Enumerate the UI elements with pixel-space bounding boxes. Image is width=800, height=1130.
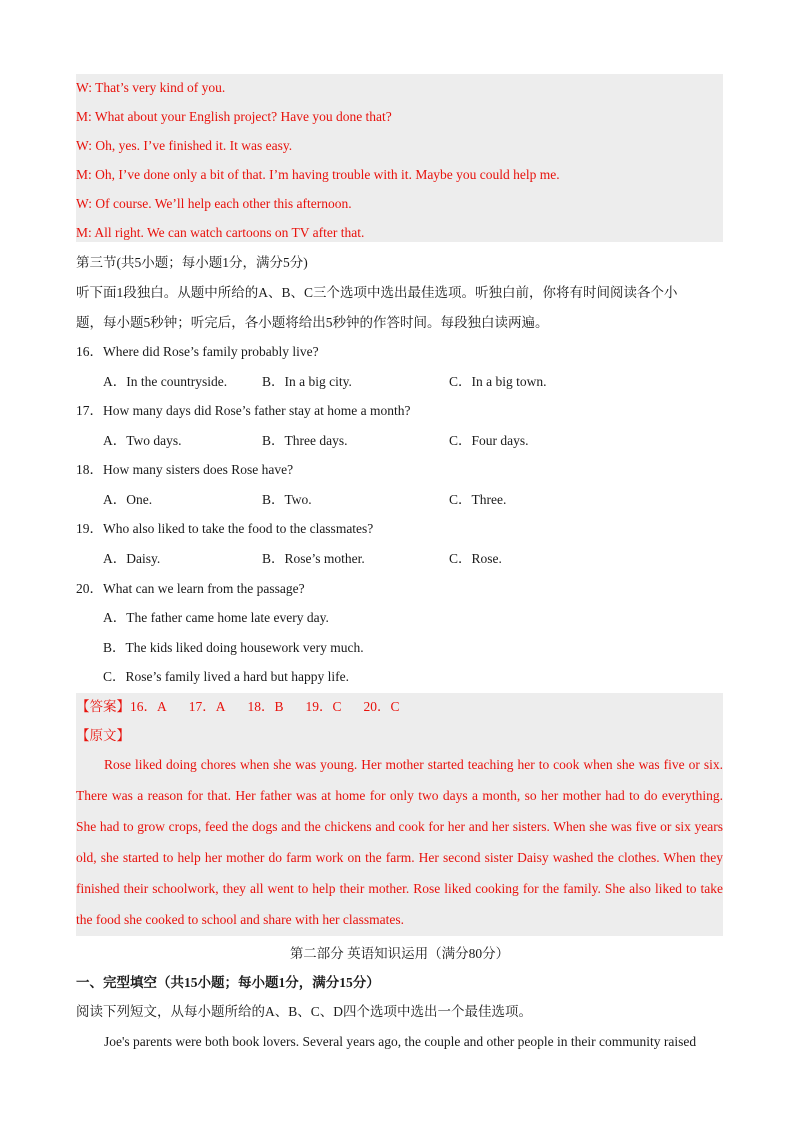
- answer-item: 18．B: [247, 699, 284, 714]
- transcript-label: 【原文】: [76, 728, 130, 743]
- option-a: A．Two days.: [103, 433, 182, 448]
- question-stem: 18．How many sisters does Rose have?: [76, 462, 294, 477]
- question-stem: 17．How many days did Rose’s father stay at home a month?: [76, 403, 411, 418]
- dialogue-line: W: Of course. We’ll help each other this afternoon.: [76, 196, 352, 211]
- option-a: A．The father came home late every day.: [103, 610, 329, 625]
- answer-key: [76, 698, 422, 716]
- answer-label: 【答案】: [76, 699, 130, 714]
- dialogue-line: W: That’s very kind of you.: [76, 80, 226, 95]
- passage-text: Joe's parents were both book lovers. Several years ago, the couple and other people in their community raised: [104, 1034, 697, 1049]
- section-instruction: 阅读下列短文，从每小题所给的A、B、C、D四个选项中选出一个最佳选项。: [76, 1004, 533, 1019]
- question-stem: 19．Who also liked to take the food to the classmates?: [76, 521, 374, 536]
- answer-item: 16．A: [130, 699, 167, 714]
- dialogue-line: M: Oh, I’ve done only a bit of that. I’m having trouble with it. Maybe you could help me.: [76, 167, 560, 182]
- option-a: A．In the countryside.: [103, 374, 228, 389]
- transcript-body: Rose liked doing chores when she was young. Her mother started teaching her to cook when she was five or six. There was a reason for that. Her father was at home for only two days a month, so her mother had to do everything. She had to grow crops, feed the dogs and the chickens and cook for her and her sisters. When she was five or six years old, she started to help her mother do farm work on the farm. Her second sister Daisy washed the clothes. When they finished their schoolwork, they all went to help their mother. Rose liked cooking for the family. She also liked to take the food she cooked to school and share with her classmates.: [76, 757, 723, 927]
- option-b: B．The kids liked doing housework very much.: [103, 640, 364, 655]
- question-stem: 16．Where did Rose’s family probably live?: [76, 344, 319, 359]
- option-a: A．One.: [103, 492, 153, 507]
- transcript-text: [76, 749, 723, 935]
- option-b: B．Three days.: [262, 433, 348, 448]
- option-a: A．Daisy.: [103, 551, 161, 566]
- answer-item: 20．C: [363, 699, 400, 714]
- dialogue-line: M: All right. We can watch cartoons on TV after that.: [76, 225, 365, 240]
- section-instruction: 题，每小题5秒钟；听完后，各小题将给出5秒钟的作答时间。每段独白读两遍。: [76, 315, 549, 330]
- option-b: B．In a big city.: [262, 374, 352, 389]
- question-stem: 20．What can we learn from the passage?: [76, 581, 305, 596]
- section-heading: 一、完型填空（共15小题；每小题1分，满分15分）: [76, 975, 380, 990]
- dialogue-shading: [76, 74, 723, 242]
- option-b: B．Rose’s mother.: [262, 551, 365, 566]
- option-c: C．In a big town.: [449, 374, 547, 389]
- dialogue-line: M: What about your English project? Have you done that?: [76, 109, 392, 124]
- part-title: 第二部分 英语知识运用（满分80分）: [289, 946, 510, 961]
- section-instruction: 听下面1段独白。从题中所给的A、B、C三个选项中选出最佳选项。听独白前，你将有时间阅读各个小: [76, 285, 678, 300]
- option-c: C．Four days.: [449, 433, 529, 448]
- section-heading: 第三节(共5小题；每小题1分，满分5分): [76, 255, 308, 270]
- dialogue-line: W: Oh, yes. I’ve finished it. It was easy.: [76, 138, 293, 153]
- option-b: B．Two.: [262, 492, 312, 507]
- option-c: C．Rose.: [449, 551, 502, 566]
- answer-item: 19．C: [305, 699, 342, 714]
- option-c: C．Three.: [449, 492, 507, 507]
- option-c: C．Rose’s family lived a hard but happy life.: [103, 669, 349, 684]
- answer-item: 17．A: [188, 699, 226, 714]
